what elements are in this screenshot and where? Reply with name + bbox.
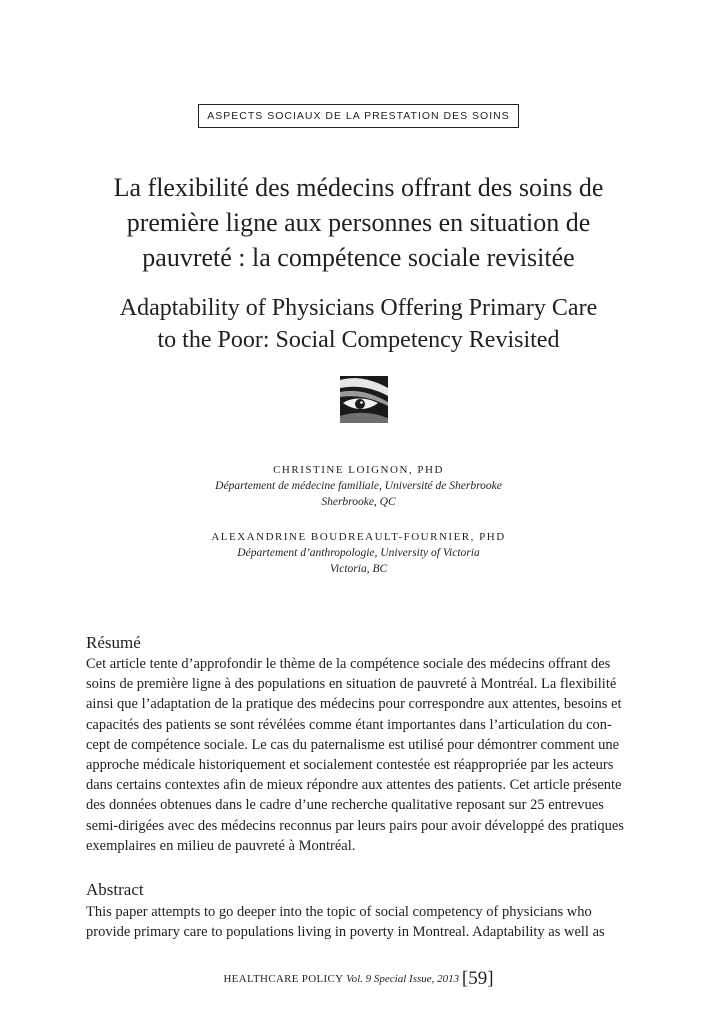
resume-line: semi-dirigées avec des médecins reconnus par leurs pairs pour avoir développé des pratiques <box>86 817 624 834</box>
resume-line: capacités des patients se sont révélées comme étant importantes dans l’articulation du con- <box>86 716 612 733</box>
resume-line: des données obtenues dans le cadre d’une recherche qualitative reposant sur 25 entrevues <box>86 797 604 814</box>
resume-line: exemplaires en milieu de pauvreté à Montréal. <box>86 837 356 854</box>
author-affiliation: Département d’anthropologie, University of Victoria <box>237 547 480 559</box>
resume-line: ainsi que l’adaptation de la pratique des médecins pour correspondre aux attentes, besoins et <box>86 696 622 713</box>
eye-hand-journal-logo-icon <box>340 376 388 423</box>
resume-line: dans certains contextes afin de mieux répondre aux attentes des patients. Cet article présente <box>86 777 622 794</box>
journal-name: HEALTHCARE POLICY <box>223 973 344 985</box>
resume-line: cept de compétence sociale. Le cas du paternalisme est utilisé pour démontrer comment une <box>86 736 620 753</box>
english-title <box>60 292 657 356</box>
resume-body <box>86 654 626 856</box>
author-name: ALEXANDRINE BOUDREAULT-FOURNIER, PHD <box>211 531 506 543</box>
author-1 <box>120 462 597 510</box>
page-footer <box>0 968 717 990</box>
abstract-line: provide primary care to populations living in poverty in Montreal. Adaptability as well as <box>86 924 605 941</box>
resume-line: approche médicale historiquement et socialement contestée est réappropriée par les acteurs <box>86 757 614 774</box>
abstract-heading: Abstract <box>86 880 144 899</box>
english-title-line: to the Poor: Social Competency Revisited <box>157 327 560 353</box>
french-title-line: La flexibilité des médecins offrant des soins de <box>113 173 604 202</box>
english-title-line: Adaptability of Physicians Offering Primary Care <box>119 295 598 321</box>
section-label: ASPECTS SOCIAUX DE LA PRESTATION DES SOINS <box>198 104 519 128</box>
author-affiliation: Département de médecine familiale, Université de Sherbrooke <box>215 480 502 492</box>
resume-heading: Résumé <box>86 633 141 652</box>
resume-line: Cet article tente d’approfondir le thème de la compétence sociale des médecins offrant des <box>86 656 611 672</box>
resume-line: soins de première ligne à des populations en situation de pauvreté à Montréal. La flexibilité <box>86 676 617 693</box>
journal-issue: Vol. 9 Special Issue, 2013 <box>346 973 460 985</box>
abstract-line: This paper attempts to go deeper into the topic of social competency of physicians who <box>86 904 592 920</box>
french-title-line: première ligne aux personnes en situation de <box>126 208 591 237</box>
french-title-line: pauvreté : la compétence sociale revisitée <box>142 243 575 272</box>
author-location: Sherbrooke, QC <box>321 496 396 508</box>
french-title <box>60 170 657 275</box>
abstract-body <box>86 902 626 942</box>
author-name: CHRISTINE LOIGNON, PHD <box>273 464 444 476</box>
page-number: [59] <box>461 968 494 989</box>
author-location: Victoria, BC <box>329 563 388 575</box>
author-2 <box>120 529 597 577</box>
